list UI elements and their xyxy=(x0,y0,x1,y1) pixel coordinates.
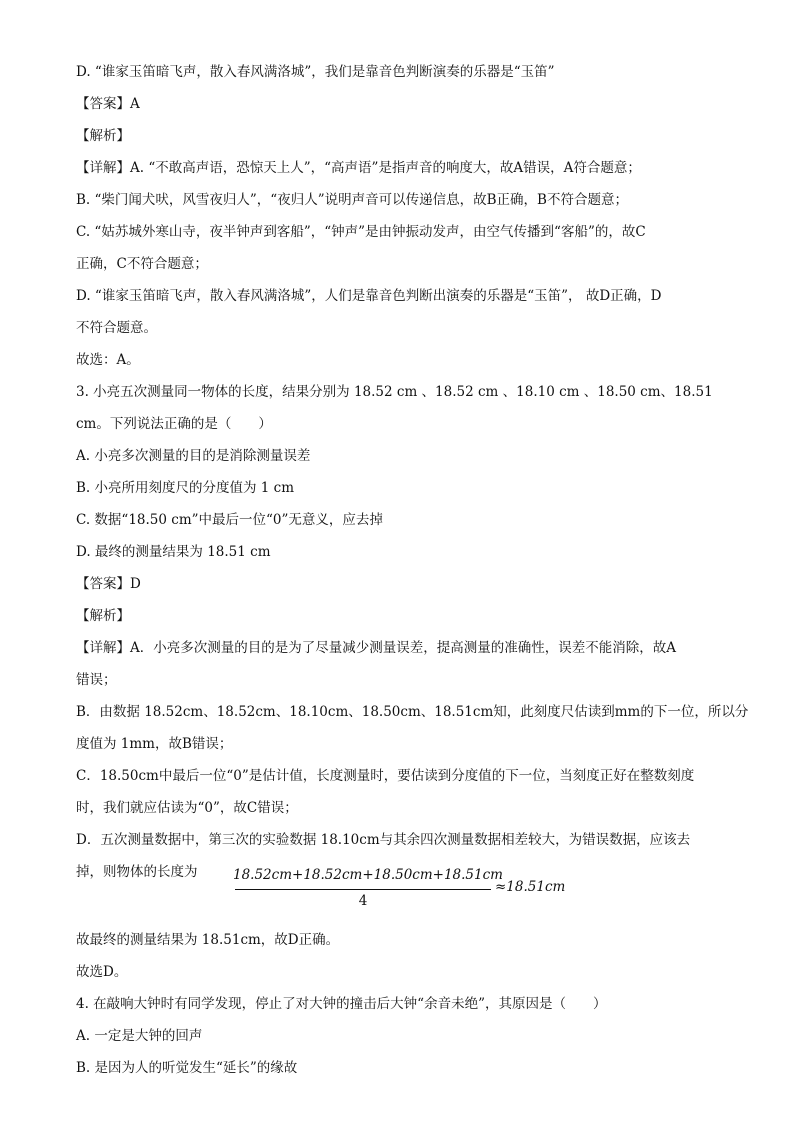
text-line: C. “姑苏城外寒山寺，夜半钟声到客船”，“钟声”是由钟振动发声，由空气传播到“客船”的，故C xyxy=(76,224,646,240)
text-line: 【解析】 xyxy=(76,128,130,144)
text-line: 正确，C不符合题意； xyxy=(76,256,208,272)
text-line: B. “柴门闻犬吠，风雪夜归人”，“夜归人”说明声音可以传递信息，故B正确，B不符合题意； xyxy=(76,192,628,208)
text-line: 错误； xyxy=(76,672,117,688)
text-line: 3. 小亮五次测量同一物体的长度，结果分别为 18.52 cm 、18.52 cm 、18.10 cm 、18.50 cm、18.51 xyxy=(76,384,713,400)
length-average-formula xyxy=(233,867,573,915)
text-line: A. 小亮多次测量的目的是消除测量误差 xyxy=(76,448,311,464)
text-line: B．由数据 18.52cm、18.52cm、18.10cm、18.50cm、18.51cm知，此刻度尺估读到mm的下一位，所以分 xyxy=(76,704,749,720)
formula-result: ≈18.51cm xyxy=(495,879,566,895)
text-line: 【答案】D xyxy=(76,576,141,592)
text-line: D. “谁家玉笛暗飞声，散入春风满洛城”，人们是靠音色判断出演奏的乐器是“玉笛”， 故D正确，D xyxy=(76,288,662,304)
text-line: 掉，则物体的长度为 xyxy=(76,864,198,880)
text-line: 【详解】A．小亮多次测量的目的是为了尽量减少测量误差，提高测量的准确性，误差不能消除，故A xyxy=(76,640,676,656)
text-line: C. 数据“18.50 cm”中最后一位“0”无意义，应去掉 xyxy=(76,512,383,528)
formula-denominator: 4 xyxy=(358,893,368,909)
text-line: 故选D。 xyxy=(76,964,128,980)
text-line: B. 是因为人的听觉发生“延长”的缘故 xyxy=(76,1060,298,1076)
text-line: 故最终的测量结果为 18.51cm，故D正确。 xyxy=(76,932,340,948)
text-line: D．五次测量数据中，第三次的实验数据 18.10cm与其余四次测量数据相差较大，为错误数据，应该去 xyxy=(76,832,691,848)
text-line: 【详解】A. “不敢高声语，恐惊天上人”，“高声语”是指声音的响度大，故A错误，A符合题意； xyxy=(76,160,641,176)
text-line: A. 一定是大钟的回声 xyxy=(76,1028,203,1044)
text-line: D. “谁家玉笛暗飞声，散入春风满洛城”，我们是靠音色判断演奏的乐器是“玉笛” xyxy=(76,64,555,80)
text-line: D. 最终的测量结果为 18.51 cm xyxy=(76,544,271,560)
text-line: 【解析】 xyxy=(76,608,130,624)
text-line: 度值为 1mm，故B错误； xyxy=(76,736,233,752)
formula-numerator: 18.52cm+18.52cm+18.50cm+18.51cm xyxy=(233,867,503,883)
text-line: 4. 在敲响大钟时有同学发现，停止了对大钟的撞击后大钟“余音未绝”，其原因是（ ） xyxy=(76,996,607,1012)
text-line: cm。下列说法正确的是（ ） xyxy=(76,416,272,432)
text-line: 时，我们就应估读为“0”，故C错误； xyxy=(76,800,298,816)
text-line: 【答案】A xyxy=(76,96,140,112)
text-line: 故选：A。 xyxy=(76,352,140,368)
text-line: C．18.50cm中最后一位“0”是估计值，长度测量时，要估读到分度值的下一位，当刻度正好在整数刻度 xyxy=(76,768,695,784)
text-line: B. 小亮所用刻度尺的分度值为 1 cm xyxy=(76,480,295,496)
fraction-bar xyxy=(235,889,491,890)
text-line: 不符合题意。 xyxy=(76,320,157,336)
